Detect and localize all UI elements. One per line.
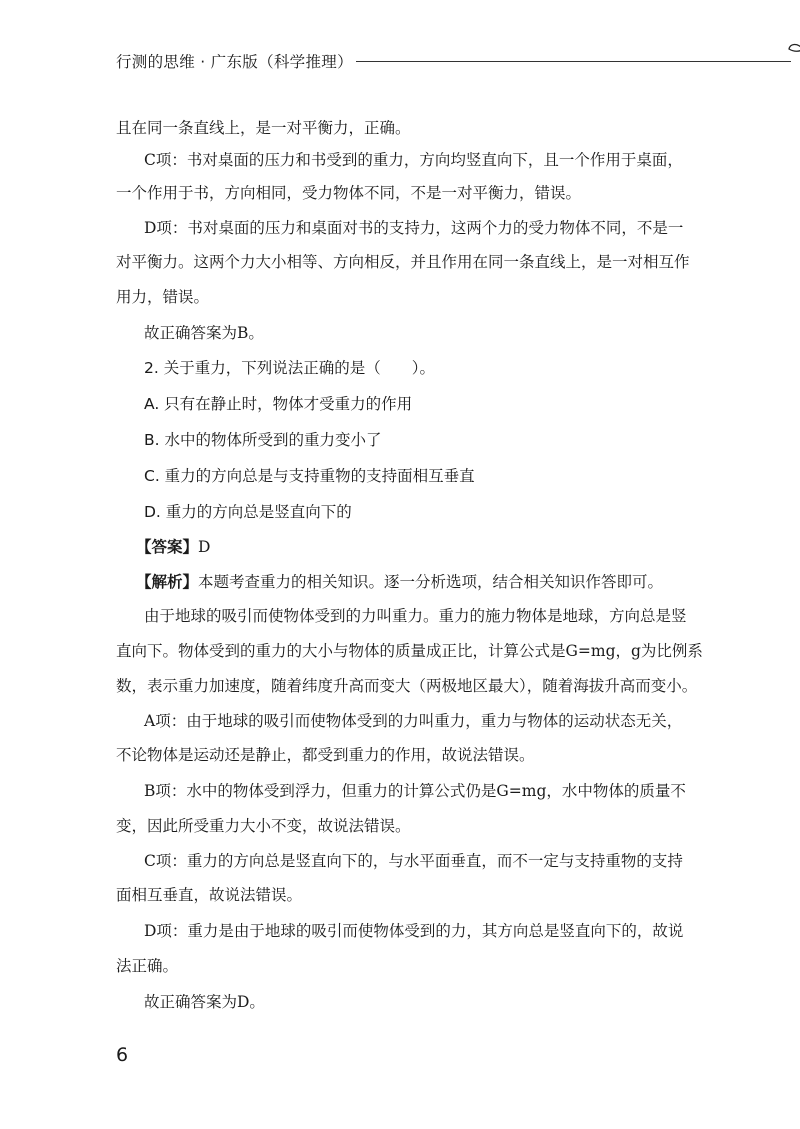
header-title: 行测的思维 · 广东版（科学推理） [116, 53, 353, 71]
text-line: 一个作用于书，方向相同，受力物体不同，不是一对平衡力，错误。 [116, 184, 582, 202]
option-d: D. 重力的方向总是竖直向下的 [144, 503, 352, 521]
text-line: A项：由于地球的吸引而使物体受到的力叫重力，重力与物体的运动状态无关， [144, 712, 683, 730]
text-line: 对平衡力。这两个力大小相等、方向相反，并且作用在同一条直线上，是一对相互作 [116, 253, 690, 271]
analysis-line [136, 572, 663, 592]
text-line: 不论物体是运动还是静止，都受到重力的作用，故说法错误。 [116, 746, 535, 764]
sprout-icon [787, 40, 800, 66]
text-line: 用力，错误。 [116, 288, 210, 306]
text-line: 数，表示重力加速度，随着纬度升高而变大（两极地区最大），随着海拔升高而变小。 [116, 677, 698, 695]
text-line: 故正确答案为D。 [144, 993, 265, 1011]
text-line: 变，因此所受重力大小不变，故说法错误。 [116, 817, 411, 835]
option-a: A. 只有在静止时，物体才受重力的作用 [144, 395, 413, 413]
header-rule [356, 61, 791, 62]
text-line: C项：书对桌面的压力和书受到的重力，方向均竖直向下，且一个作用于桌面， [144, 151, 683, 169]
text-line: 由于地球的吸引而使物体受到的力叫重力。重力的施力物体是地球，方向总是竖 [144, 607, 687, 625]
running-header [116, 44, 716, 78]
option-b: B. 水中的物体所受到的重力变小了 [144, 431, 382, 449]
page-number: 6 [116, 1044, 129, 1066]
answer-line [136, 537, 210, 557]
text-line: 直向下。物体受到的重力的大小与物体的质量成正比，计算公式是G=mg，g为比例系 [116, 642, 703, 660]
text-line: 且在同一条直线上，是一对平衡力，正确。 [116, 119, 411, 137]
option-c: C. 重力的方向总是与支持重物的支持面相互垂直 [144, 467, 475, 485]
question-stem: 2. 关于重力，下列说法正确的是（ ）。 [144, 359, 435, 377]
answer-value: D [198, 538, 211, 556]
text-line: C项：重力的方向总是竖直向下的，与水平面垂直，而不一定与支持重物的支持 [144, 852, 683, 870]
text-line: D项：重力是由于地球的吸引而使物体受到的力，其方向总是竖直向下的，故说 [144, 922, 684, 940]
analysis-label: 【解析】 [136, 572, 199, 591]
text-line: 故正确答案为B。 [144, 324, 264, 342]
analysis-text: 本题考查重力的相关知识。逐一分析选项，结合相关知识作答即可。 [198, 573, 664, 591]
text-line: B项：水中的物体受到浮力，但重力的计算公式仍是G=mg，水中物体的质量不 [144, 782, 686, 800]
text-line: 面相互垂直，故说法错误。 [116, 886, 303, 904]
text-line: D项：书对桌面的压力和桌面对书的支持力，这两个力的受力物体不同，不是一 [144, 219, 684, 237]
answer-label: 【答案】 [136, 537, 199, 556]
text-line: 法正确。 [116, 957, 179, 975]
